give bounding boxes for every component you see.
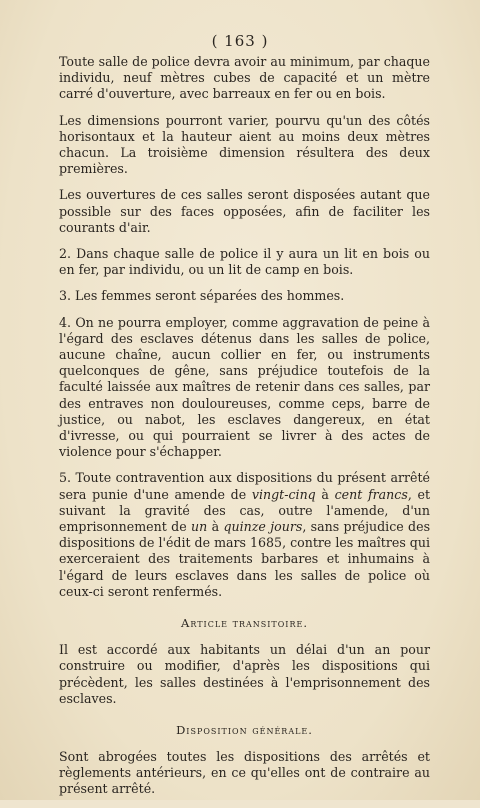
article-4: 4. On ne pourra employer, comme aggravation de peine à l'égard des esclaves détenus dans les salles de police, aucune chaîne, aucun collier en fer, ou instruments quelconques de gêne, sans préjudice toutefois de la faculté laissée aux maîtres de retenir dans ces salles, par des entraves non douloureuses, comme ceps, barre de justice, ou nabot, les esclaves dangereux, en état d'ivresse, ou qui pourraient se livrer à des actes de violence pour s'échapper. <box>59 314 430 460</box>
paragraph-2: Les dimensions pourront varier, pourvu qu'un des côtés horisontaux et la hauteur aient au moins deux mètres chacun. La troisième dimension résultera des deux premières. <box>59 112 430 177</box>
article-5-text-g: à <box>207 519 224 535</box>
article-5-amount-min: vingt-cinq <box>251 486 316 502</box>
general-paragraph: Sont abrogées toutes les dispositions des arrêtés et règlements antérieurs, en ce qu'elles ont de contraire au présent arrêté. <box>59 748 430 797</box>
heading-transitional-article: Article transitoire. <box>181 616 308 631</box>
article-5-days-max: quinze jours <box>223 519 303 535</box>
paragraph-3: Les ouvertures de ces salles seront disposées autant que possible sur des faces opposées, afin de faciliter les courants d'air. <box>59 187 430 235</box>
article-5-text-i: , sans préjudice des dispositions de l'édit de mars 1685, contre les maîtres qui exerceraient des traitements barbares et inhumains à l'égard de leurs esclaves dans les salles de police où ceux-ci seront renfermés. <box>59 519 431 599</box>
heading-general-provision: Disposition générale. <box>176 722 313 737</box>
article-5 <box>59 470 430 600</box>
page-number: ( 163 ) <box>211 32 269 50</box>
page-body <box>59 54 430 808</box>
article-2: 2. Dans chaque salle de police il y aura un lit en bois ou en fer, par individu, ou un lit de camp en bois. <box>59 246 430 278</box>
article-5-days-min: un <box>191 519 208 535</box>
article-3: 3. Les femmes seront séparées des hommes. <box>59 288 345 304</box>
transitional-paragraph: Il est accordé aux habitants un délai d'un an pour construire ou modifier, d'après les dispositions qui précèdent, les salles destinées à l'emprisonnement des esclaves. <box>59 642 430 706</box>
article-5-amount-max: cent francs <box>334 486 408 502</box>
article-5-text-a: 5. Toute contravention aux dispositions du présent arrêté sera punie d'une amende de <box>59 470 430 502</box>
paragraph-1: Toute salle de police devra avoir au minimum, par chaque individu, neuf mètres cubes de capacité et un mètre carré d'ouverture, avec barreaux en fer ou en bois. <box>59 54 430 102</box>
article-5-text-e: , et suivant la gravité des cas, outre l'amende, d'un emprisonnement de <box>59 486 431 535</box>
article-5-text-c: à <box>315 486 335 502</box>
